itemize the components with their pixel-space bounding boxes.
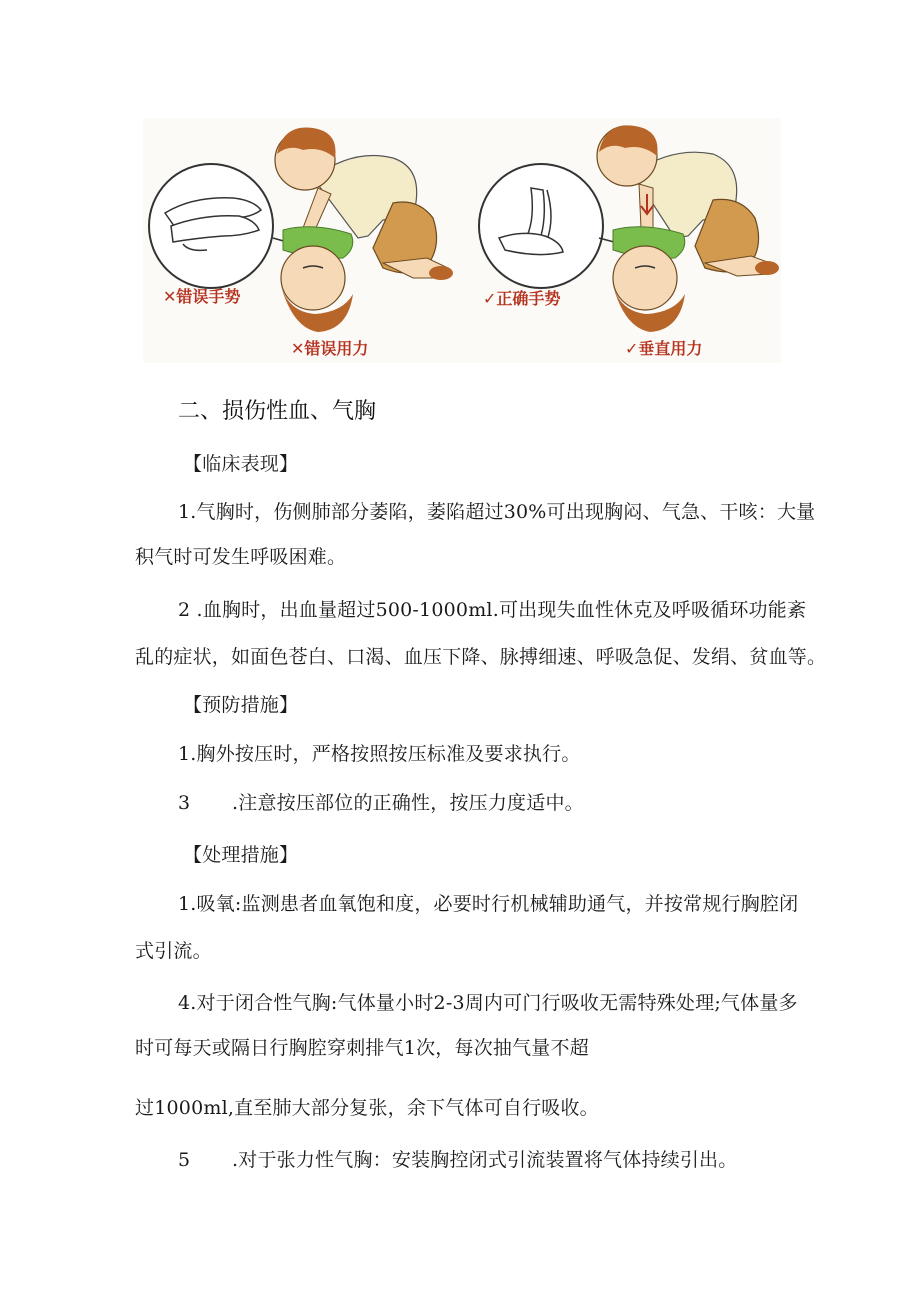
clinical-item1-line1: 1.气胸时，伤侧肺部分萎陷，萎陷超过30%可出现胸闷、气急、干咳：大量 xyxy=(178,501,816,523)
treatment-item1-line1: 1.吸氧:监测患者血氧饱和度，必要时行机械辅助通气，并按常规行胸腔闭 xyxy=(178,893,799,915)
cpr-illustration-svg xyxy=(143,118,781,363)
clinical-header: 【临床表现】 xyxy=(183,453,299,475)
correct-gesture-caption: ✓正确手势 xyxy=(483,289,561,308)
victim-figure-right xyxy=(613,227,685,332)
treatment-header: 【处理措施】 xyxy=(183,844,299,866)
treatment-item1-line2: 式引流。 xyxy=(135,940,212,962)
victim-figure-left xyxy=(281,227,353,332)
treatment-item4-line3: 过1000ml,直至肺大部分复张，余下气体可自行吸收。 xyxy=(135,1097,599,1119)
correct-scene xyxy=(479,126,779,358)
treatment-item5-text: .对于张力性气胸：安装胸控闭式引流装置将气体持续引出。 xyxy=(232,1149,738,1171)
section-title: 二、损伤性血、气胸 xyxy=(178,399,377,424)
wrong-gesture-caption: ✕错误手势 xyxy=(163,287,241,306)
clinical-item2-line2: 乱的症状，如面色苍白、口渴、血压下降、脉搏细速、呼吸急促、发绢、贫血等。 xyxy=(135,646,827,668)
prevention-item1: 1.胸外按压时，严格按照按压标准及要求执行。 xyxy=(178,743,581,765)
prevention-header: 【预防措施】 xyxy=(183,694,299,716)
clinical-item1-line2: 积气时可发生呼吸困难。 xyxy=(135,546,347,568)
cpr-illustration xyxy=(143,118,781,363)
clinical-item2-line1: 2 .血胸时，出血量超过500-1000ml.可出现失血性休克及呼吸循环功能紊 xyxy=(178,599,807,621)
treatment-item4-line1: 4.对于闭合性气胸:气体量小时2-3周内可门行吸收无需特殊处理;气体量多 xyxy=(178,992,798,1014)
prevention-item3-number: 3 xyxy=(178,792,191,814)
treatment-item5-number: 5 xyxy=(178,1149,191,1171)
vertical-force-caption: ✓垂直用力 xyxy=(625,339,703,358)
prevention-item3-text: .注意按压部位的正确性，按压力度适中。 xyxy=(232,792,584,814)
wrong-force-caption: ✕错误用力 xyxy=(291,339,369,358)
treatment-item4-line2: 时可每天或隔日行胸腔穿刺排气1次，每次抽气量不超 xyxy=(135,1037,589,1059)
wrong-scene xyxy=(149,128,453,358)
